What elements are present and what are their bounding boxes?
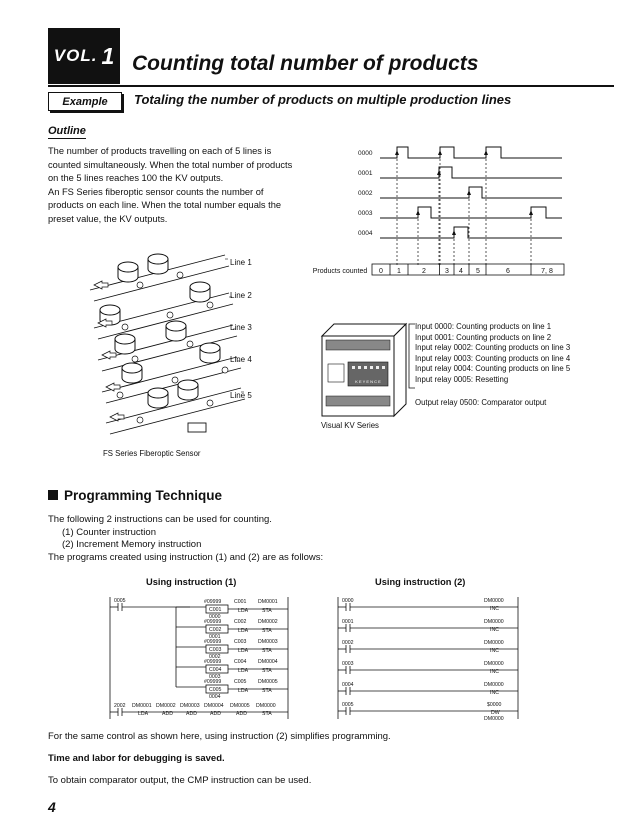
- contact-label: 0004: [342, 682, 354, 688]
- line-label: Line 5: [230, 391, 252, 400]
- outline-line: An FS Series fiberoptic sensor counts the number of: [48, 186, 264, 197]
- page-subtitle: Totaling the number of products on multiple production lines: [134, 92, 512, 107]
- rise-arrow: [395, 150, 399, 155]
- io-item: Input relay 0005: Resetting: [415, 374, 509, 384]
- counter-input: 0000: [209, 614, 221, 620]
- count-value: 4: [459, 268, 463, 275]
- dm-id: DM0000: [484, 598, 504, 604]
- programming-line: (2) Increment Memory instruction: [62, 539, 202, 551]
- dm-id: DM0000: [484, 682, 504, 688]
- programming-paragraph: [48, 514, 323, 564]
- lda-label: LDA: [238, 628, 249, 634]
- dm-id: DM0000: [484, 619, 504, 625]
- product: [148, 388, 168, 408]
- sum-dm: DM0004: [204, 703, 224, 709]
- footer-note: For the same control as shown here, using instruction (2) simplifies programming.: [48, 731, 391, 742]
- product: [178, 380, 198, 400]
- count-value: 2: [422, 268, 426, 275]
- signal-0000: [380, 147, 562, 158]
- outline-heading: Outline: [48, 125, 86, 137]
- count-value: 7, 8: [541, 268, 553, 275]
- programming-heading: [48, 488, 222, 503]
- preset-value: #09999: [204, 619, 222, 625]
- outline-line: The number of products travelling on each of 5 lines is: [48, 146, 272, 156]
- kv-brand: K E Y E N C E: [355, 379, 381, 384]
- contact-label: 0005: [342, 702, 354, 708]
- timing-input-label: 0004: [358, 230, 373, 237]
- lda-label: LDA: [238, 648, 249, 654]
- counter-box-label: C001: [209, 607, 222, 613]
- example-tag: Example: [48, 92, 122, 111]
- reset-contact-label: 0005: [114, 598, 126, 604]
- counter-id: C004: [234, 659, 247, 665]
- ladder-diagram-2: [334, 595, 524, 721]
- counter-id: C002: [234, 619, 247, 625]
- rise-arrow: [416, 210, 420, 215]
- io-list: [415, 322, 570, 386]
- signal-0002: [380, 187, 562, 198]
- programming-heading-text: Programming Technique: [64, 488, 223, 503]
- vol-label: VOL.: [53, 46, 98, 65]
- sum-add: ADD: [162, 711, 173, 717]
- kv-caption: Visual KV Series: [321, 421, 379, 430]
- lda-label: LDA: [238, 668, 249, 674]
- counter-id: C001: [234, 599, 247, 605]
- line-label: Line 3: [230, 323, 252, 332]
- signal-0004: [380, 227, 562, 238]
- rise-arrow: [437, 170, 441, 175]
- vol-badge: [48, 28, 120, 84]
- fs-sensor-amplifier: [188, 423, 206, 432]
- io-item: Input relay 0004: Counting products on line 5: [415, 364, 571, 374]
- product: [115, 334, 135, 354]
- count-value: 5: [476, 268, 480, 275]
- dw-label: DW: [491, 710, 500, 716]
- count-value: 6: [506, 268, 510, 275]
- timing-input-label: 0002: [358, 190, 373, 197]
- counter-box-label: C003: [209, 647, 222, 653]
- dm-id: DM0000: [484, 716, 504, 721]
- sum-dm: DM0005: [230, 703, 250, 709]
- signal-0003: [380, 207, 562, 218]
- product: [166, 321, 186, 341]
- outline-line: preset value, the KV outputs.: [48, 213, 168, 224]
- counted-label: Products counted: [312, 268, 368, 275]
- sum-contact-label: 2002: [114, 703, 126, 709]
- timing-input-label: 0003: [358, 210, 373, 217]
- preset-value: #09999: [204, 599, 222, 605]
- sum-lda: LDA: [138, 711, 149, 717]
- rise-arrow: [452, 230, 456, 235]
- rise-arrow: [484, 150, 488, 155]
- sum-dm: DM0001: [132, 703, 152, 709]
- inc-label: INC: [490, 606, 499, 612]
- product: [200, 343, 220, 363]
- io-item: Input 0001: Counting products on line 2: [415, 332, 552, 342]
- sta-label: STA: [262, 648, 272, 654]
- contact-label: 0001: [342, 619, 354, 625]
- ladder-diagram-1: [106, 595, 292, 721]
- footer-note: To obtain comparator output, the CMP instruction can be used.: [48, 775, 312, 786]
- preset-value: #09999: [204, 639, 222, 645]
- reset-value: $0000: [487, 702, 502, 708]
- lda-label: LDA: [238, 608, 249, 614]
- io-item: Input relay 0002: Counting products on line 3: [415, 343, 571, 353]
- line-label: Line 1: [230, 258, 252, 267]
- product: [148, 254, 168, 274]
- programming-line: The following 2 instructions can be used for counting.: [48, 514, 272, 525]
- sta-label: STA: [262, 608, 272, 614]
- sta-label: STA: [262, 628, 272, 634]
- square-bullet-icon: [48, 490, 58, 500]
- output-relay-note: Output relay 0500: Comparator output: [415, 398, 547, 407]
- programming-line: The programs created using instruction (1) and (2) are as follows:: [48, 551, 324, 563]
- counter-box-label: C005: [209, 687, 222, 693]
- sum-add: ADD: [236, 711, 247, 717]
- count-value: 3: [445, 268, 449, 275]
- sum-dm: DM0002: [156, 703, 176, 709]
- counter-input: 0001: [209, 634, 221, 640]
- outline-paragraph: [48, 145, 333, 227]
- product: [118, 262, 138, 282]
- production-lines-illustration: [80, 245, 310, 460]
- page-title: Counting total number of products: [132, 52, 479, 75]
- using-instruction-2-heading: Using instruction (2): [375, 577, 466, 587]
- timing-chart: [300, 138, 570, 283]
- product: [122, 363, 142, 383]
- conveyor-line-5: [106, 388, 245, 434]
- using-instruction-1-heading: Using instruction (1): [146, 577, 237, 587]
- dm-id: DM0004: [258, 659, 278, 665]
- rise-arrow: [438, 150, 442, 155]
- timing-input-label: 0001: [358, 170, 373, 177]
- count-value: 1: [397, 268, 401, 275]
- sum-dm: DM0000: [256, 703, 276, 709]
- signal-0001: [380, 167, 562, 178]
- rise-arrow: [467, 190, 471, 195]
- dm-id: DM0003: [258, 639, 278, 645]
- count-value: 0: [379, 268, 383, 275]
- sta-label: STA: [262, 688, 272, 694]
- dm-id: DM0000: [484, 640, 504, 646]
- io-item: Input 0000: Counting products on line 1: [415, 322, 552, 331]
- outline-line: on the 5 lines reaches 100 the KV outputs.: [48, 173, 224, 184]
- outline-line: counted simultaneously. When the total number of products: [48, 159, 293, 170]
- vol-number: 1: [101, 42, 115, 69]
- counter-id: C005: [234, 679, 247, 685]
- io-item: Input relay 0003: Counting products on line 4: [415, 353, 571, 363]
- inc-label: INC: [490, 648, 499, 654]
- inc-label: INC: [490, 627, 499, 633]
- dm-id: DM0002: [258, 619, 278, 625]
- kv-unit-illustration: [318, 318, 410, 418]
- counter-input: 0004: [209, 694, 221, 700]
- sta-label: STA: [262, 668, 272, 674]
- counter-box-label: C004: [209, 667, 222, 673]
- dm-id: DM0005: [258, 679, 278, 685]
- timing-input-label: 0000: [358, 150, 373, 157]
- sum-dm: DM0003: [180, 703, 200, 709]
- rise-arrow: [529, 210, 533, 215]
- sum-add: ADD: [210, 711, 221, 717]
- contact-label: 0000: [342, 598, 354, 604]
- page-number: 4: [48, 799, 56, 815]
- counter-input: 0002: [209, 654, 221, 660]
- counter-box-label: C002: [209, 627, 222, 633]
- title-rule: [48, 85, 614, 87]
- sum-sta: STA: [262, 711, 272, 717]
- inc-label: INC: [490, 669, 499, 675]
- contact-label: 0002: [342, 640, 354, 646]
- programming-line: (1) Counter instruction: [62, 526, 156, 538]
- outline-line: products on each line. When the total number equals the: [48, 200, 282, 211]
- dm-id: DM0000: [484, 661, 504, 667]
- inc-label: INC: [490, 690, 499, 696]
- line-label: Line 4: [230, 355, 252, 364]
- fs-caption: FS Series Fiberoptic Sensor: [103, 449, 201, 458]
- dm-id: DM0001: [258, 599, 278, 605]
- preset-value: #09999: [204, 659, 222, 665]
- line-label: Line 2: [230, 291, 252, 300]
- counter-input: 0003: [209, 674, 221, 680]
- product: [190, 282, 210, 302]
- counter-id: C003: [234, 639, 247, 645]
- lda-label: LDA: [238, 688, 249, 694]
- footer-emphasis: Time and labor for debugging is saved.: [48, 753, 225, 764]
- contact-label: 0003: [342, 661, 354, 667]
- sum-add: ADD: [186, 711, 197, 717]
- preset-value: #09999: [204, 679, 222, 685]
